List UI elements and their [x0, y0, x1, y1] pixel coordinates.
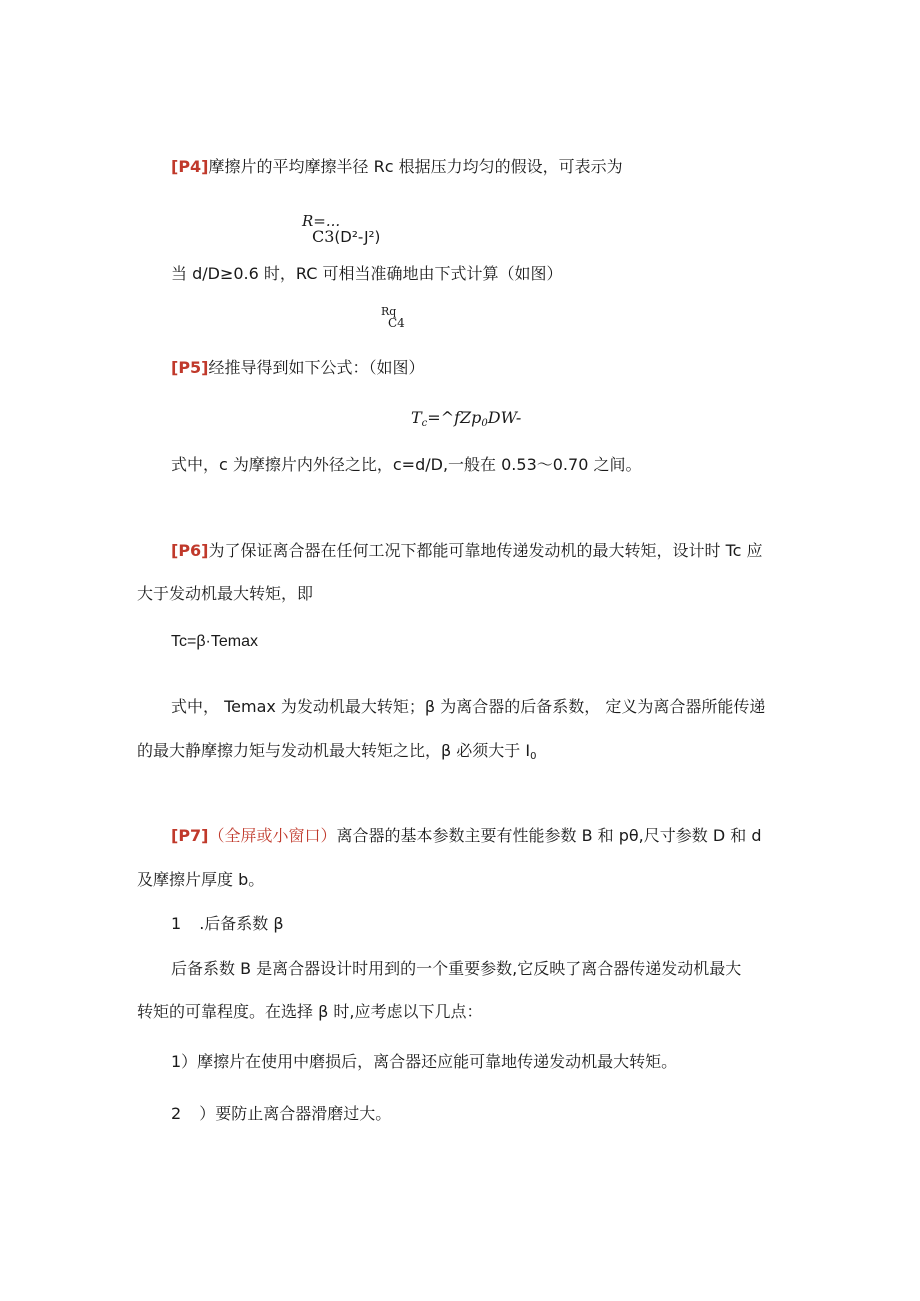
p5-formula-0: 0	[481, 418, 488, 429]
p7-desc1: 后备系数 B 是离合器设计时用到的一个重要参数,它反映了离合器传递发动机最大	[171, 959, 742, 978]
p7-line1: 离合器的基本参数主要有性能参数 B 和 pθ,尺寸参数 D 和 d	[336, 826, 762, 845]
p5-paragraph	[171, 358, 425, 378]
p5-formula-end: DW-	[487, 408, 522, 427]
p4-rq-top: Rq	[381, 305, 397, 318]
p4-formula-d2: (D²-J²)	[334, 228, 381, 246]
p7-item1	[171, 914, 284, 934]
p7-point1: 1）摩擦片在使用中磨损后，离合器还应能可靠地传递发动机最大转矩。	[171, 1052, 678, 1071]
p4-rq-bottom: C4	[388, 316, 405, 330]
p6-explain2-sub: 0	[530, 751, 537, 762]
p5-text: 经推导得到如下公式：（如图）	[208, 358, 425, 377]
p6-explain2-text: 的最大静摩擦力矩与发动机最大转矩之比，β 必须大于 I	[137, 741, 531, 760]
p7-item1-num: 1	[171, 914, 182, 933]
p5-formula-rest: =^fZp	[427, 408, 482, 427]
p6-line1: 为了保证离合器在任何工况下都能可靠地传递发动机的最大转矩，设计时 Tc 应	[208, 541, 763, 560]
p7-point2-num: 2	[171, 1104, 182, 1123]
p7-tag: [P7]	[171, 826, 209, 845]
p6-explain1: 式中， Temax 为发动机最大转矩；β 为离合器的后备系数， 定义为离合器所能传递	[171, 697, 766, 716]
p4-formula-bottom	[312, 227, 380, 247]
p5-explain: 式中，c 为摩擦片内外径之比，c=d/D,一般在 0.53～0.70 之间。	[171, 455, 642, 474]
p4-text: 摩擦片的平均摩擦半径 Rc 根据压力均匀的假设，可表示为	[208, 157, 623, 176]
p7-paragraph	[171, 826, 762, 846]
p5-tag: [P5]	[171, 358, 209, 377]
p4-condition: 当 d/D≥0.6 时，RC 可相当准确地由下式计算（如图）	[171, 264, 563, 283]
p4-paragraph	[171, 157, 623, 177]
p5-formula-c: c	[421, 418, 428, 429]
p5-formula	[411, 408, 521, 434]
p7-point2-text: ）要防止离合器滑磨过大。	[199, 1104, 392, 1123]
p4-formula-top: R=...	[302, 212, 341, 230]
p5-formula-t: T	[411, 408, 422, 427]
p4-formula-c3: C3	[312, 227, 335, 246]
p7-desc2: 转矩的可靠程度。在选择 β 时,应考虑以下几点：	[137, 1002, 483, 1021]
p7-note: （全屏或小窗口）	[208, 826, 337, 845]
p6-explain2	[137, 741, 536, 767]
p7-line2: 及摩擦片厚度 b。	[137, 870, 265, 889]
p6-tag: [P6]	[171, 541, 209, 560]
p4-tag: [P4]	[171, 157, 209, 176]
p6-paragraph	[171, 541, 763, 561]
p7-point2	[171, 1104, 391, 1124]
p7-item1-text: .后备系数 β	[199, 914, 284, 933]
p6-formula: Tc=β·Temax	[171, 633, 258, 650]
p6-line2: 大于发动机最大转矩，即	[137, 584, 314, 603]
